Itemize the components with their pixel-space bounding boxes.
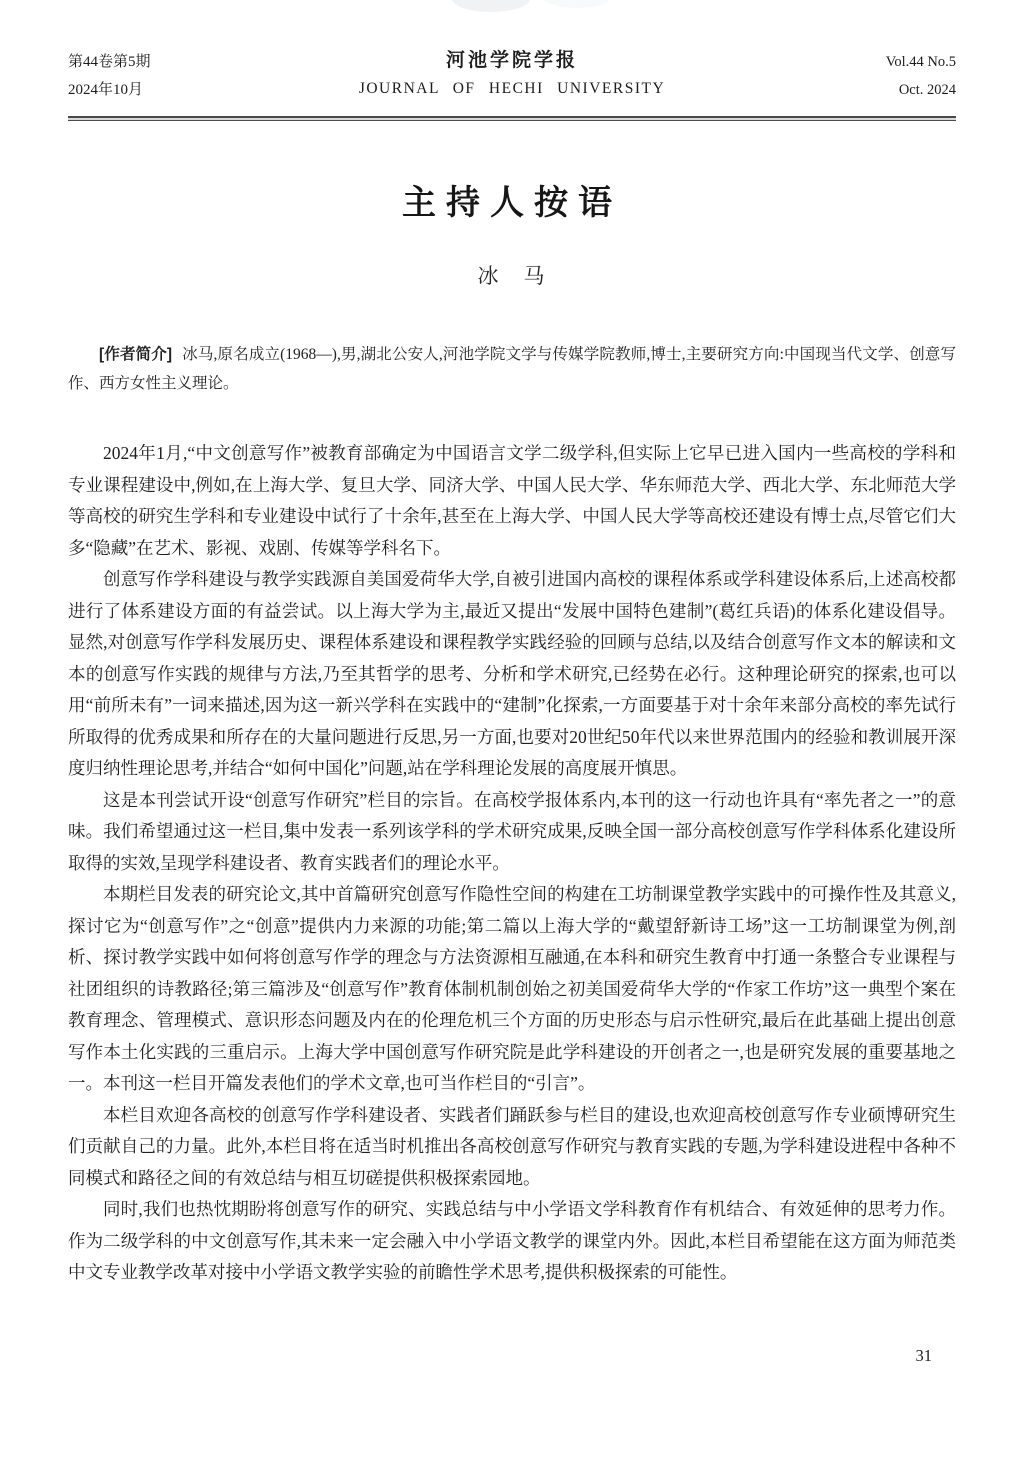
author-bio-label: [作者简介] <box>99 346 173 363</box>
header-issue-info <box>68 48 268 104</box>
body-paragraph: 2024年1月,“中文创意写作”被教育部确定为中国语言文学二级学科,但实际上它早已进入国内一些高校的学科和专业课程建设中,例如,在上海大学、复旦大学、同济大学、中国人民大学、华东师范大学、西北大学、东北师范大学等高校的研究生学科和专业建设中试行了十余年,甚至在上海大学、中国人民大学等高校还建设有博士点,尽管它们大多“隐藏”在艺术、影视、戏剧、传媒等学科名下。 <box>68 443 956 558</box>
article-author: 冰 马 <box>477 264 547 288</box>
header-journal-title <box>268 48 756 104</box>
author-bio <box>68 340 956 398</box>
journal-header <box>68 0 956 104</box>
body-paragraph: 这是本刊尝试开设“创意写作研究”栏目的宗旨。在高校学报体系内,本刊的这一行动也许具有“率先者之一”的意味。我们希望通过这一栏目,集中发表一系列该学科的学术研究成果,反映全国一部分高校创意写作学科体系化建设所取得的实效,呈现学科建设者、教育实践者们的理论水平。 <box>68 789 956 873</box>
article-body <box>68 438 956 1289</box>
article-title: 主持人按语 <box>402 184 622 222</box>
body-paragraph: 本栏目欢迎各高校的创意写作学科建设者、实践者们踊跃参与栏目的建设,也欢迎高校创意写作专业硕博研究生们贡献自己的力量。此外,本栏目将在适当时机推出各高校创意写作研究与教育实践的专题,为学科建设进程中各种不同模式和路径之间的有效总结与相互切磋提供积极探索园地。 <box>68 1104 956 1188</box>
body-paragraph: 本期栏目发表的研究论文,其中首篇研究创意写作隐性空间的构建在工坊制课堂教学实践中的可操作性及其意义,探讨它为“创意写作”之“创意”提供内力来源的功能;第二篇以上海大学的“戴望舒新诗工场”这一工坊制课堂为例,剖析、探讨教学实践中如何将创意写作学的理念与方法资源相互融通,在本科和研究生教育中打通一条整合专业课程与社团组织的诗教路径;第三篇涉及“创意写作”教育体制机制创始之初美国爱荷华大学的“作家工作坊”这一典型个案在教育理念、管理模式、意识形态问题及内在的伦理危机三个方面的历史形态与启示性研究,最后在此基础上提出创意写作本土化实践的三重启示。上海大学中国创意写作研究院是此学科建设的开创者之一,也是研究发展的重要基地之一。本刊这一栏目开篇发表他们的学术文章,也可当作栏目的“引言”。 <box>68 884 956 1093</box>
header-double-rule <box>68 116 956 121</box>
volume-issue-cn: 第44卷第5期 <box>68 54 151 70</box>
header-issue-info-en <box>756 48 956 104</box>
date-cn: 2024年10月 <box>68 82 144 98</box>
body-paragraph: 同时,我们也热忱期盼将创意写作的研究、实践总结与中小学语文学科教育作有机结合、有效延伸的思考力作。作为二级学科的中文创意写作,其未来一定会融入中小学语文教学的课堂内外。因此,本栏目希望能在这方面为师范类中文专业教学改革对接中小学语文教学实验的前瞻性学术思考,提供积极探索的可能性。 <box>68 1199 956 1282</box>
journal-title-cn: 河池学院学报 <box>445 50 578 71</box>
volume-issue-en: Vol.44 No.5 <box>885 54 956 70</box>
body-paragraph: 创意写作学科建设与教学实践源自美国爱荷华大学,自被引进国内高校的课程体系或学科建设体系后,上述高校都进行了体系建设方面的有益尝试。以上海大学为主,最近又提出“发展中国特色建制”(葛红兵语)的体系化建设倡导。显然,对创意写作学科发展历史、课程体系建设和课程教学实践经验的回顾与总结,以及结合创意写作文本的解读和文本的创意写作实践的规律与方法,乃至其哲学的思考、分析和学术研究,已经势在必行。这种理论研究的探索,也可以用“前所未有”一词来描述,因为这一新兴学科在实践中的“建制”化探索,一方面要基于对十余年来部分高校的率先试行所取得的优秀成果和所存在的大量问题进行反思,另一方面,也要对20世纪50年代以来世界范围内的经验和教训展开深度归纳性理论思考,并结合“如何中国化”问题,站在学科理论发展的高度展开慎思。 <box>68 569 956 778</box>
page-content <box>68 0 956 1289</box>
journal-title-en: JOURNAL OF HECHI UNIVERSITY <box>358 80 666 97</box>
author-bio-text: 冰马,原名成立(1968—),男,湖北公安人,河池学院文学与传媒学院教师,博士,主要研究方向:中国现当代文学、创意写作、西方女性主义理论。 <box>68 346 957 392</box>
page-number: 31 <box>915 1346 932 1365</box>
date-en: Oct. 2024 <box>898 82 956 98</box>
